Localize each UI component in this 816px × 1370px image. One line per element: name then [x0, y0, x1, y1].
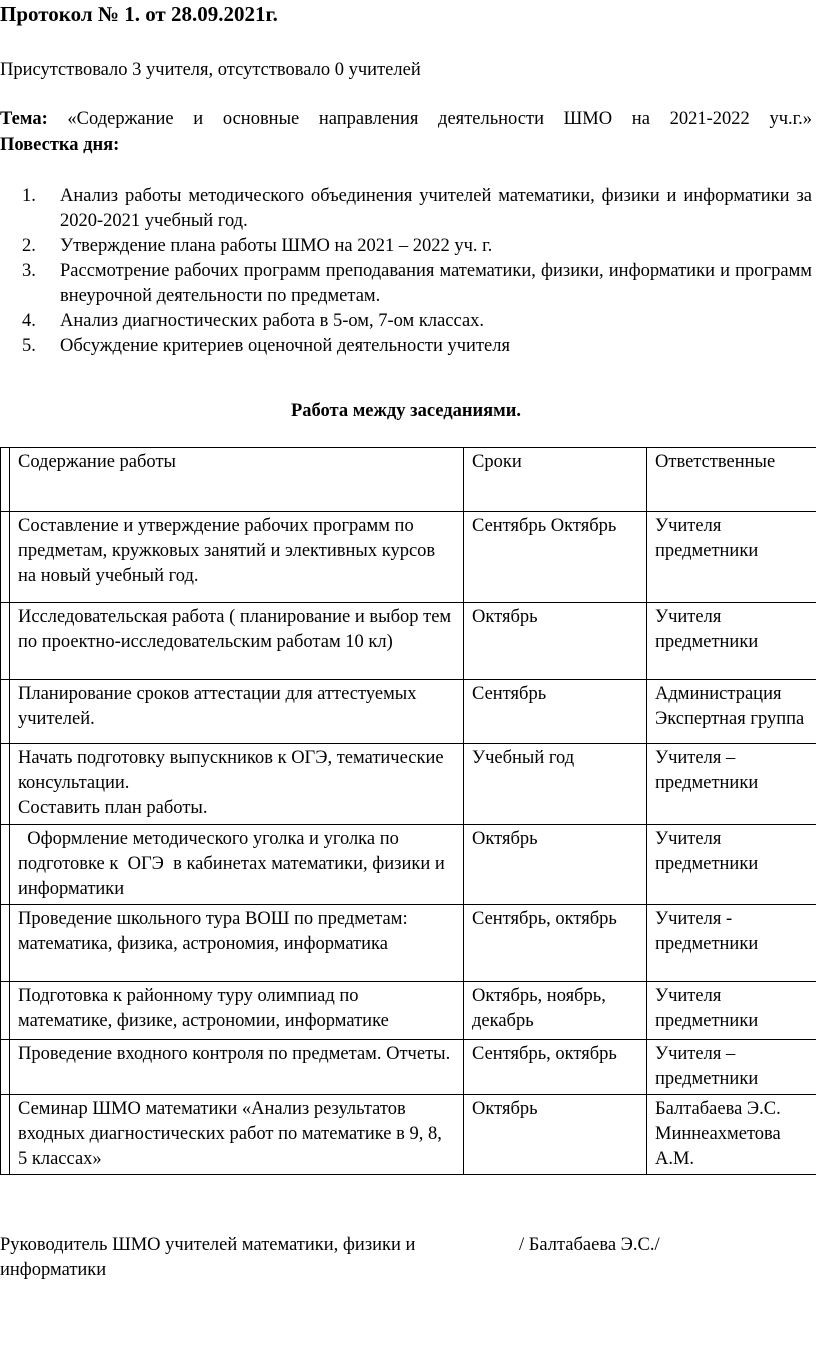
deadline-cell: Учебный год — [464, 744, 647, 825]
work-content-cell: Составление и утверждение рабочих программ по предметам, кружковых занятий и элективных курсов на новый учебный год. — [10, 512, 464, 603]
responsible-cell: Учителя предметники — [647, 603, 816, 680]
agenda-item-text: Рассмотрение рабочих программ преподавания математики, физики, информатики и программ внеурочной деятельности по предметам. — [60, 261, 812, 306]
theme-label: Тема: — [0, 109, 48, 129]
agenda-item-text: Анализ работы методического объединения учителей математики, физики и информатики за 2020-2021 учебный год. — [60, 186, 812, 231]
work-content-cell: Проведение школьного тура ВОШ по предметам: математика, физика, астрономия, информатика — [10, 905, 464, 982]
deadline-cell: Октябрь — [464, 1095, 647, 1175]
deadline-cell: Октябрь — [464, 825, 647, 905]
work-content-cell: Проведение входного контроля по предметам. Отчеты. — [10, 1040, 464, 1095]
agenda-item — [0, 259, 812, 309]
work-content-cell: Исследовательская работа ( планирование и выбор тем по проектно-исследовательским работам 10 кл) — [10, 603, 464, 680]
agenda-item-number: 2. — [22, 236, 36, 256]
table-lead-cell — [1, 448, 10, 512]
work-table — [0, 447, 816, 1175]
table-row — [1, 1040, 816, 1095]
agenda-item-number: 3. — [22, 261, 36, 281]
responsible-cell: Администрация Экспертная группа — [647, 680, 816, 744]
deadline-cell: Октябрь, ноябрь, декабрь — [464, 982, 647, 1040]
agenda-item-number: 1. — [22, 186, 36, 206]
deadline-cell: Октябрь — [464, 603, 647, 680]
table-header-row — [1, 448, 816, 512]
table-lead-cell — [1, 512, 10, 603]
deadline-cell: Сентябрь, октябрь — [464, 1040, 647, 1095]
table-row — [1, 905, 816, 982]
agenda-item — [0, 234, 812, 259]
work-content-cell: Подготовка к районному туру олимпиад по математике, физике, астрономии, информатике — [10, 982, 464, 1040]
table-lead-cell — [1, 1040, 10, 1095]
work-section-title: Работа между заседаниями. — [290, 401, 522, 421]
table-header-cell: Содержание работы — [10, 448, 464, 512]
theme-text: «Содержание и основные направления деятельности ШМО на 2021-2022 уч.г.» — [67, 109, 812, 129]
responsible-cell: Учителя предметники — [647, 825, 816, 905]
deadline-cell: Сентябрь — [464, 680, 647, 744]
agenda-item-text: Анализ диагностических работа в 5-ом, 7-ом классах. — [60, 311, 485, 331]
table-row — [1, 825, 816, 905]
agenda-item-text: Обсуждение критериев оценочной деятельности учителя — [60, 336, 510, 356]
deadline-cell: Сентябрь Октябрь — [464, 512, 647, 603]
table-header-cell: Ответственные — [647, 448, 816, 512]
table-lead-cell — [1, 825, 10, 905]
signature-position: Руководитель ШМО учителей математики, физики и информатики — [0, 1235, 416, 1280]
attendance-line: Присутствовало 3 учителя, отсутствовало 0 учителей — [0, 60, 421, 80]
work-content-cell: Начать подготовку выпускников к ОГЭ, тематические консультации. Составить план работы. — [10, 744, 464, 825]
table-row — [1, 744, 816, 825]
agenda-list — [0, 184, 812, 359]
table-lead-cell — [1, 982, 10, 1040]
agenda-item — [0, 184, 812, 234]
work-content-cell: Семинар ШМО математики «Анализ результатов входных диагностических работ по математике в 9, 8, 5 классах» — [10, 1095, 464, 1175]
deadline-cell: Сентябрь, октябрь — [464, 905, 647, 982]
table-lead-cell — [1, 1095, 10, 1175]
responsible-cell: Учителя – предметники — [647, 1040, 816, 1095]
work-content-cell: Планирование сроков аттестации для аттестуемых учителей. — [10, 680, 464, 744]
responsible-cell: Балтабаева Э.С. Миннеахметова А.М. — [647, 1095, 816, 1175]
table-lead-cell — [1, 744, 10, 825]
agenda-item — [0, 334, 812, 359]
table-lead-cell — [1, 680, 10, 744]
agenda-item-number: 4. — [22, 311, 36, 331]
table-row — [1, 680, 816, 744]
responsible-cell: Учителя предметники — [647, 512, 816, 603]
agenda-label: Повестка дня: — [0, 135, 120, 155]
responsible-cell: Учителя – предметники — [647, 744, 816, 825]
signature-name: / Балтабаева Э.С./ — [519, 1235, 660, 1255]
table-row — [1, 603, 816, 680]
agenda-item-number: 5. — [22, 336, 36, 356]
protocol-title: Протокол № 1. от 28.09.2021г. — [0, 2, 278, 26]
table-lead-cell — [1, 905, 10, 982]
responsible-cell: Учителя - предметники — [647, 905, 816, 982]
agenda-item — [0, 309, 812, 334]
table-header-cell: Сроки — [464, 448, 647, 512]
theme-line — [0, 107, 812, 132]
work-content-cell: Оформление методического уголка и уголка по подготовке к ОГЭ в кабинетах математики, физики и информатики — [10, 825, 464, 905]
responsible-cell: Учителя предметники — [647, 982, 816, 1040]
table-lead-cell — [1, 603, 10, 680]
table-row — [1, 512, 816, 603]
table-row — [1, 1095, 816, 1175]
table-row — [1, 982, 816, 1040]
agenda-item-text: Утверждение плана работы ШМО на 2021 – 2022 уч. г. — [60, 236, 493, 256]
